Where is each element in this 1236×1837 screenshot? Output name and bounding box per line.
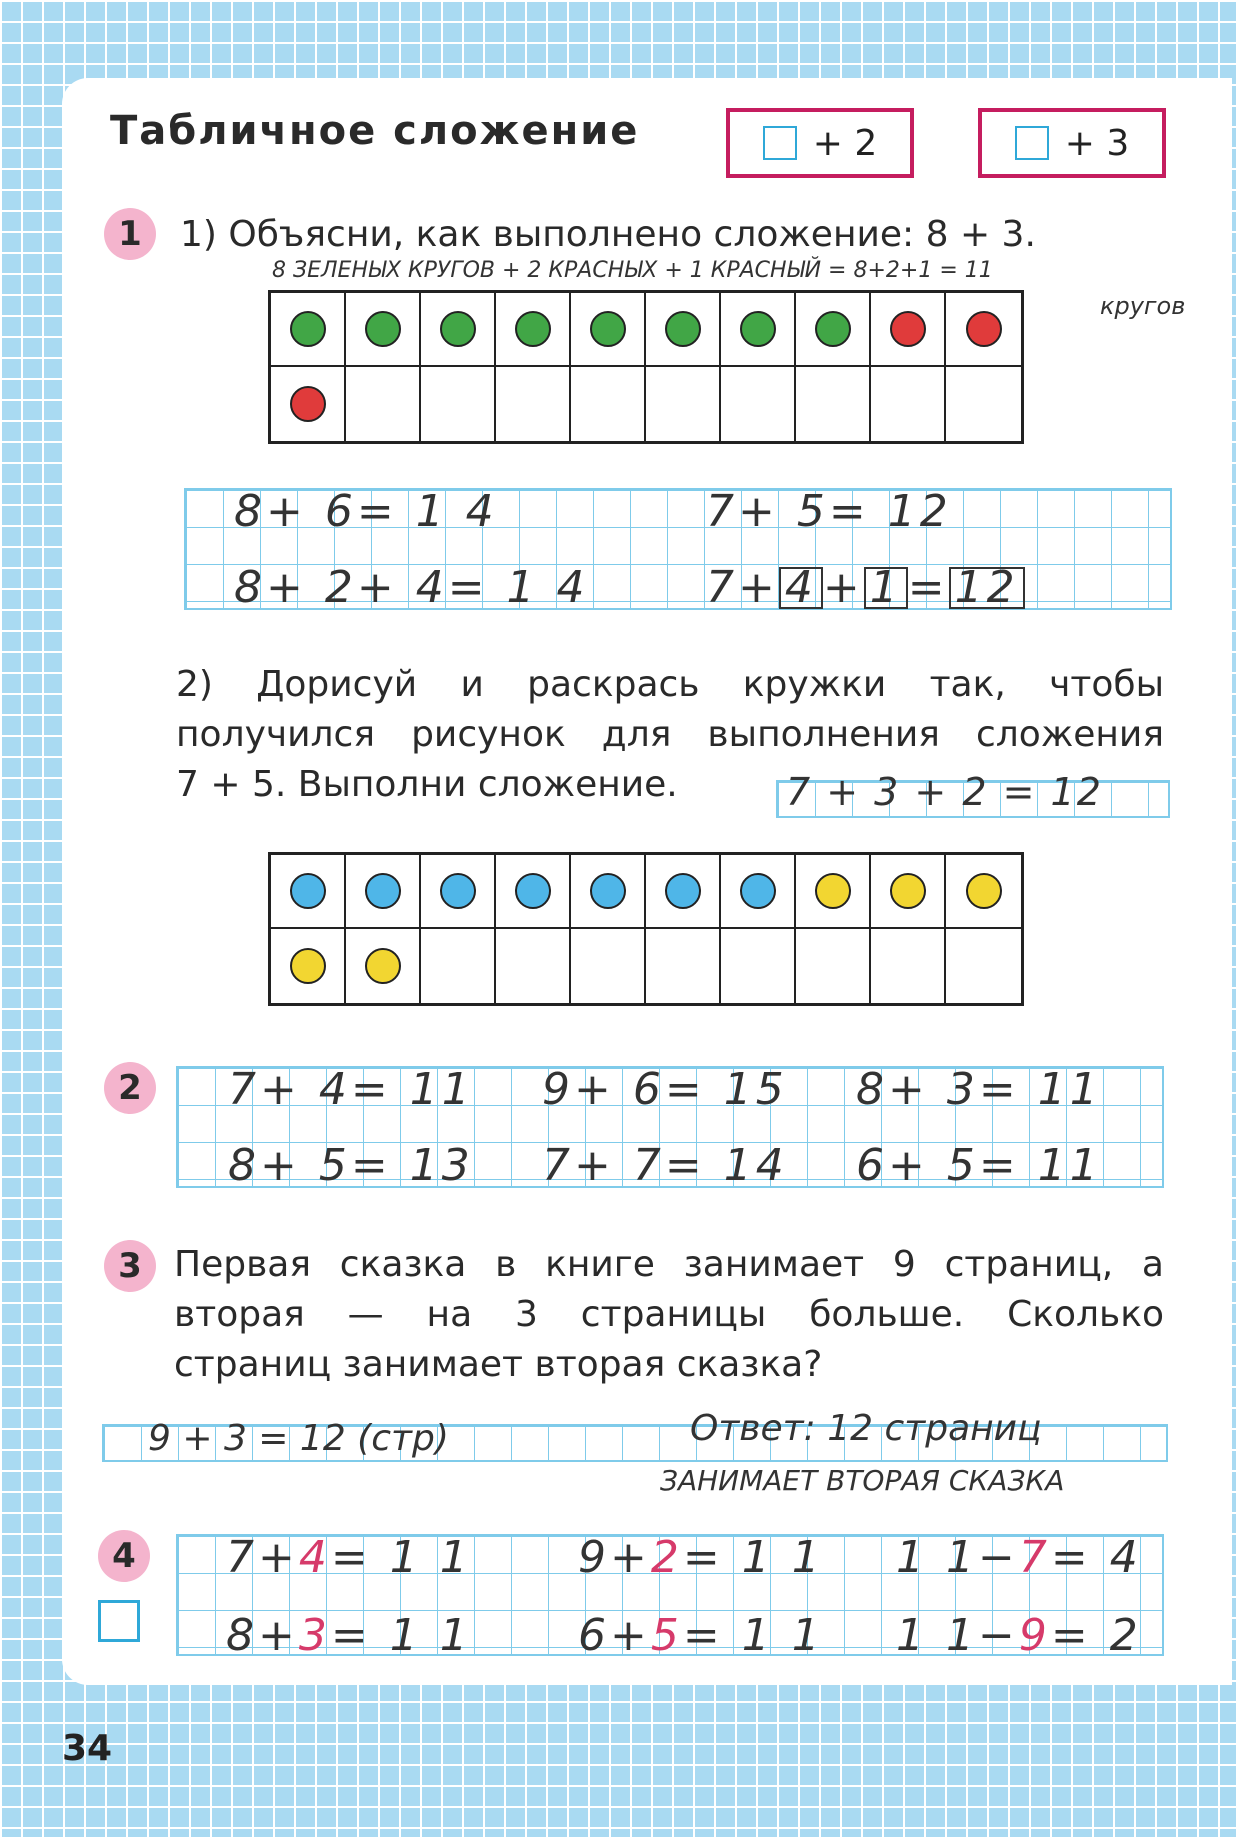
circle-dot xyxy=(365,948,401,984)
grid-cell xyxy=(946,855,1021,929)
grid-cell xyxy=(346,929,421,1003)
eq-part: 7+ xyxy=(706,562,779,613)
grid-cell xyxy=(421,855,496,929)
circle-dot xyxy=(590,311,626,347)
grid-cell xyxy=(421,367,496,441)
eq-part: 1 1− xyxy=(896,1532,1019,1583)
grid-cell xyxy=(871,855,946,929)
task-2-eq-3: 8+ 3= 11 xyxy=(856,1064,1102,1115)
eq-part: 7+ xyxy=(226,1532,299,1583)
grid-cell xyxy=(496,367,571,441)
task-4-eq-6 xyxy=(896,1610,1142,1661)
circle-dot xyxy=(290,948,326,984)
grid-cell xyxy=(796,367,871,441)
grid-cell xyxy=(721,855,796,929)
task-2-eq-5: 7+ 7= 14 xyxy=(542,1140,788,1191)
grid-cell xyxy=(346,855,421,929)
grid-cell xyxy=(346,293,421,367)
task-1-part1-text: 1) Объясни, как выполнено сложение: 8 + 3. xyxy=(180,214,1036,255)
circle-dot xyxy=(966,311,1002,347)
eq-part: = 4 xyxy=(1050,1532,1142,1583)
grid-cell xyxy=(571,855,646,929)
circle-dot xyxy=(440,873,476,909)
task-4-eq-4 xyxy=(226,1610,472,1661)
red-answer: 2 xyxy=(650,1532,683,1583)
eq-part: = 2 xyxy=(1050,1610,1142,1661)
task-3-badge: 3 xyxy=(104,1240,156,1292)
equation-8-plus-6: 8+ 6= 1 4 xyxy=(234,486,498,537)
circle-dot xyxy=(590,873,626,909)
circle-dot xyxy=(365,311,401,347)
grid-cell xyxy=(496,929,571,1003)
task-2-eq-4: 8+ 5= 13 xyxy=(228,1140,474,1191)
grid-cell xyxy=(571,293,646,367)
circle-dot xyxy=(815,873,851,909)
tag-label: + 2 xyxy=(812,122,878,164)
task-1-handwritten-explanation: 8 ЗЕЛЕНЫХ КРУГОВ + 2 КРАСНЫХ + 1 КРАСНЫЙ = 8+2+1 = 11 xyxy=(272,258,993,283)
grid-cell xyxy=(871,929,946,1003)
task-4-eq-1 xyxy=(226,1532,472,1583)
task-3-solution: 9 + 3 = 12 (стр) xyxy=(148,1418,449,1459)
red-answer: 3 xyxy=(298,1610,331,1661)
grid-cell xyxy=(871,367,946,441)
task-3-answer-line2: ЗАНИМАЕТ ВТОРАЯ СКАЗКА xyxy=(660,1464,1065,1497)
grid-cell xyxy=(946,293,1021,367)
equation-7-plus-3-plus-2: 7 + 3 + 2 = 12 xyxy=(786,770,1103,814)
task-3-line2: вторая — на 3 страницы больше. Сколько xyxy=(174,1294,1164,1335)
grid-cell xyxy=(346,367,421,441)
task-4-eq-3 xyxy=(896,1532,1142,1583)
grid-cell xyxy=(421,929,496,1003)
task-1-part2-line2: получился рисунок для выполнения сложения xyxy=(176,714,1164,755)
grid-cell xyxy=(646,855,721,929)
equation-8-plus-2-plus-4: 8+ 2+ 4= 1 4 xyxy=(234,562,589,613)
circle-dot xyxy=(740,311,776,347)
eq-part: = 1 1 xyxy=(682,1532,824,1583)
task-3-line3: страниц занимает вторая сказка? xyxy=(174,1344,823,1385)
eq-part: 1 1− xyxy=(896,1610,1019,1661)
grid-cell xyxy=(646,367,721,441)
task-1-part2-line1: 2) Дорисуй и раскрась кружки так, чтобы xyxy=(176,664,1164,705)
task-1-part2-line3: 7 + 5. Выполни сложение. xyxy=(176,764,678,805)
grid-cell xyxy=(496,855,571,929)
grid-cell xyxy=(946,929,1021,1003)
eq-part: 9+ xyxy=(578,1532,651,1583)
task-2-eq-6: 6+ 5= 11 xyxy=(856,1140,1102,1191)
eq-part: 6+ xyxy=(578,1610,651,1661)
tag-plus-3 xyxy=(978,108,1166,178)
grid-cell xyxy=(946,367,1021,441)
circle-dot xyxy=(290,311,326,347)
circle-dot xyxy=(290,873,326,909)
grid-cell xyxy=(271,293,346,367)
circle-dot xyxy=(815,311,851,347)
grid-cell xyxy=(571,929,646,1003)
equation-7-boxes xyxy=(706,562,1025,613)
empty-box-icon xyxy=(1015,126,1049,160)
grid-cell xyxy=(871,293,946,367)
task-4-eq-2 xyxy=(578,1532,824,1583)
red-answer: 7 xyxy=(1018,1532,1051,1583)
task-1-handwritten-word: кругов xyxy=(1100,292,1186,320)
page-title: Табличное сложение xyxy=(110,108,640,154)
tag-plus-2 xyxy=(726,108,914,178)
grid-cell xyxy=(646,293,721,367)
task-2-eq-1: 7+ 4= 11 xyxy=(228,1064,474,1115)
circles-grid-7-plus-5 xyxy=(268,852,1024,1006)
grid-cell xyxy=(721,293,796,367)
grid-cell xyxy=(721,367,796,441)
grid-cell xyxy=(646,929,721,1003)
task-2-badge: 2 xyxy=(104,1062,156,1114)
box-answer-4: 4 xyxy=(779,567,823,609)
grid-cell xyxy=(271,367,346,441)
red-answer: 9 xyxy=(1018,1610,1051,1661)
circle-dot xyxy=(890,873,926,909)
grid-cell xyxy=(721,929,796,1003)
task-1-badge: 1 xyxy=(104,208,156,260)
eq-part: = 1 1 xyxy=(330,1610,472,1661)
page-number: 34 xyxy=(62,1728,113,1769)
task-2-eq-2: 9+ 6= 15 xyxy=(542,1064,788,1115)
grid-cell xyxy=(271,855,346,929)
circle-dot xyxy=(290,386,326,422)
circle-dot xyxy=(740,873,776,909)
eq-part: = xyxy=(907,562,949,613)
circle-dot xyxy=(440,311,476,347)
task-4-badge: 4 xyxy=(98,1530,150,1582)
box-answer-12: 12 xyxy=(949,567,1025,609)
circles-grid-8-plus-3 xyxy=(268,290,1024,444)
red-answer: 5 xyxy=(650,1610,683,1661)
circle-dot xyxy=(890,311,926,347)
eq-part: 8+ xyxy=(226,1610,299,1661)
grid-cell xyxy=(421,293,496,367)
eq-part: + xyxy=(822,562,864,613)
grid-cell xyxy=(571,367,646,441)
grid-cell xyxy=(796,855,871,929)
grid-cell xyxy=(796,929,871,1003)
self-check-box[interactable] xyxy=(98,1600,140,1642)
grid-cell xyxy=(271,929,346,1003)
red-answer: 4 xyxy=(298,1532,331,1583)
task-3-line1: Первая сказка в книге занимает 9 страниц, а xyxy=(174,1244,1164,1285)
tag-label: + 3 xyxy=(1064,122,1130,164)
eq-part: = 1 1 xyxy=(682,1610,824,1661)
box-answer-1: 1 xyxy=(864,567,908,609)
circle-dot xyxy=(665,311,701,347)
circle-dot xyxy=(365,873,401,909)
empty-box-icon xyxy=(763,126,797,160)
circle-dot xyxy=(966,873,1002,909)
grid-cell xyxy=(796,293,871,367)
circle-dot xyxy=(665,873,701,909)
equation-7-plus-5: 7+ 5= 12 xyxy=(706,486,952,537)
task-3-answer-line1: Ответ: 12 страниц xyxy=(690,1408,1042,1449)
grid-cell xyxy=(496,293,571,367)
eq-part: = 1 1 xyxy=(330,1532,472,1583)
circle-dot xyxy=(515,873,551,909)
task-4-eq-5 xyxy=(578,1610,824,1661)
circle-dot xyxy=(515,311,551,347)
